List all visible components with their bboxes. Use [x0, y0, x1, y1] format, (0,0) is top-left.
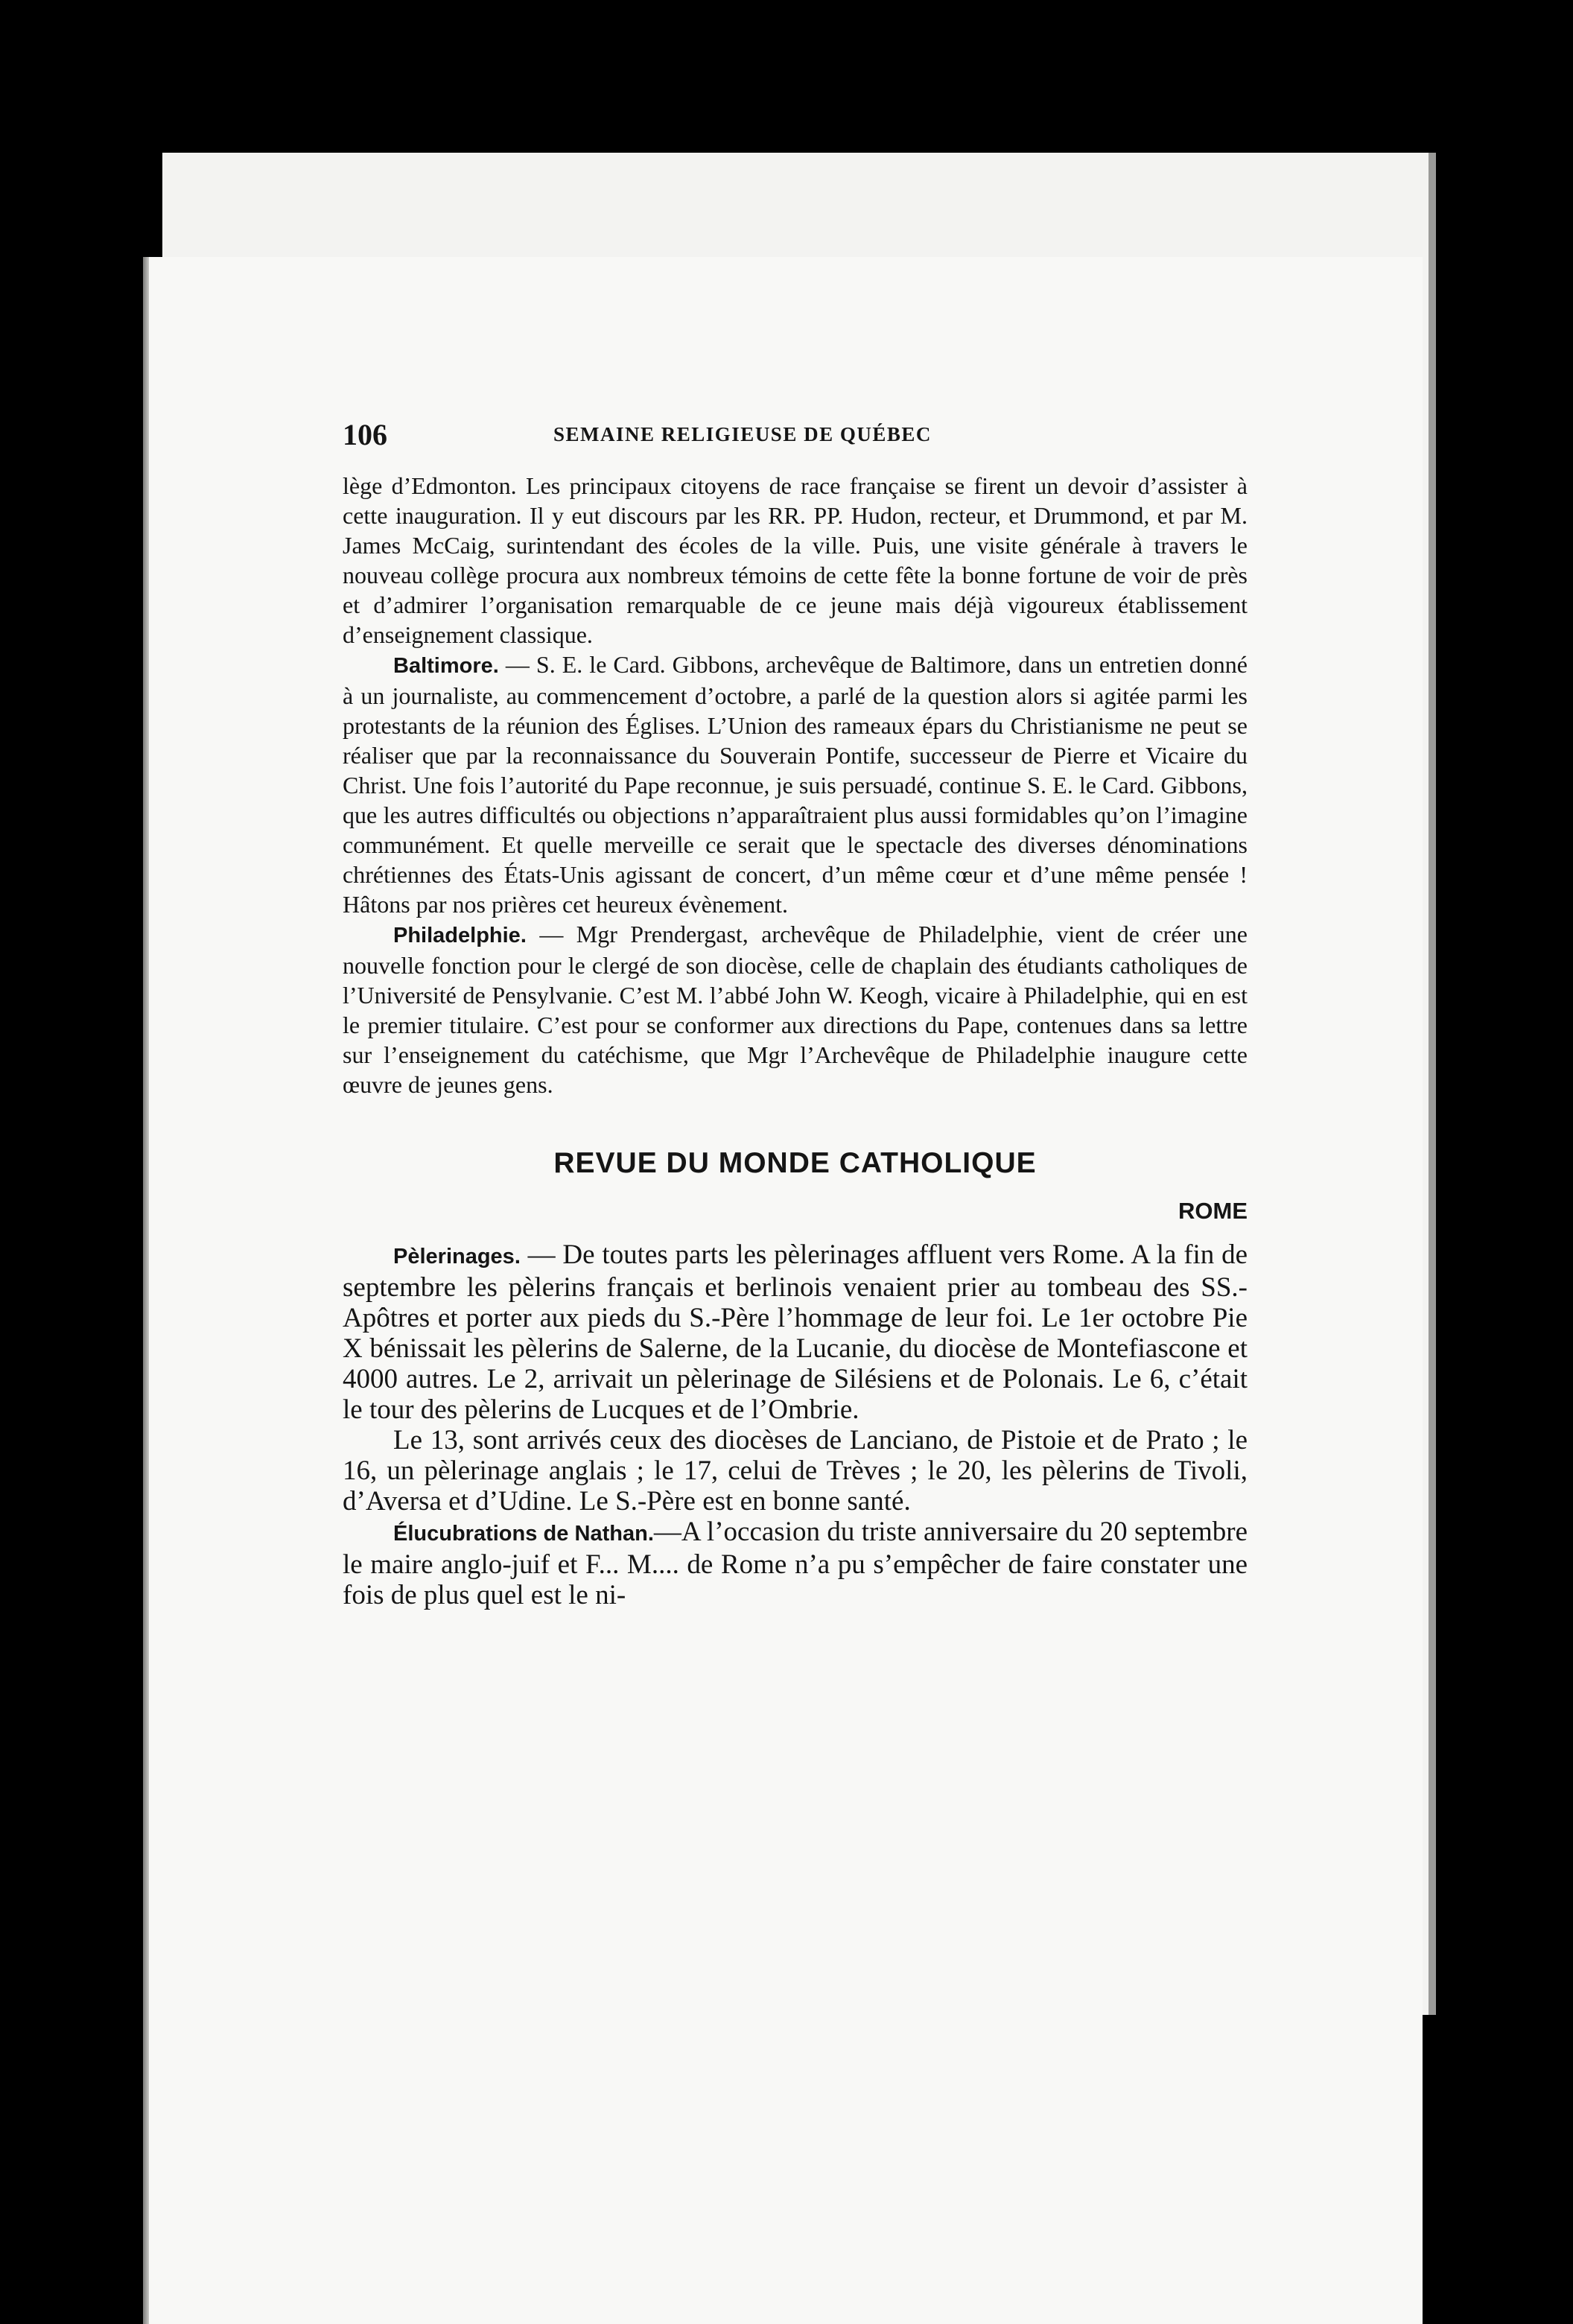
page-content [343, 417, 1248, 1610]
running-title: SEMAINE RELIGIEUSE DE QUÉBEC [553, 423, 932, 445]
paragraph-lead: Pèlerinages. [393, 1245, 521, 1269]
paragraph-lead: Baltimore. [393, 654, 499, 678]
running-head [343, 417, 1248, 454]
paragraph-pelerinages [343, 1239, 1248, 1425]
paragraph-edmonton: lège d’Edmonton. Les principaux citoyens de race française se firent un devoir d’assister à cette inauguration. Il y eut discours par les RR. PP. Hudon, recteur, et Drummond, et par M. James McCaig, surintendant des écoles de la ville. Puis, une visite générale à travers le nouveau collège procura aux nombreux témoins de cette fête la bonne fortune de voir de près et d’admirer l’organisation remarquable de ce jeune mais déjà vigoureux établissement d’enseignement classique. [343, 472, 1248, 648]
subsection-title: ROME [1178, 1198, 1248, 1224]
paragraph-nathan [343, 1517, 1248, 1610]
paragraph-text: —A l’occasion du triste anniversaire du 20 septembre le maire anglo-juif et F... M.... de Rome n’a pu s’empêcher de faire constater une fois de plus quel est le ni- [343, 1517, 1248, 1610]
section-title: REVUE DU MONDE CATHOLIQUE [553, 1147, 1037, 1179]
paragraph-lead: Élucubrations de Nathan. [393, 1522, 654, 1546]
paragraph-text: — S. E. le Card. Gibbons, archevêque de Baltimore, dans un entretien donné à un journaliste, au commencement d’octobre, a parlé de la question alors si agitée parmi les protestants de la réunion des Églises. L’Union des rameaux épars du Christianisme ne peut se réaliser que par la reconnaissance du Souverain Pontife, successeur de Pierre et Vicaire du Christ. Une fois l’autorité du Pape reconnue, je suis persuadé, continue S. E. le Card. Gibbons, que les autres difficultés ou objections n’apparaîtraient plus aussi formidables qu’on l’imagine communément. Et quelle merveille ce serait que le spectacle des diverses dénominations chrétiennes des États-Unis agissant de concert, d’un même cœur et d’une même pensée ! Hâtons par nos prières cet heureux évènement. [343, 651, 1248, 918]
paragraph-philadelphie [343, 919, 1248, 1099]
paragraph-baltimore [343, 650, 1248, 919]
page-number: 106 [343, 418, 387, 451]
paragraph-text: — Mgr Prendergast, archevêque de Philadelphie, vient de créer une nouvelle fonction pour le clergé de son diocèse, celle de chaplain des étudiants catholiques de l’Université de Pensylvanie. C’est M. l’abbé John W. Keogh, vicaire à Philadelphie, qui en est le premier titulaire. C’est pour se conformer aux directions du Pape, contenues dans sa lettre sur l’enseignement du catéchisme, que Mgr l’Archevêque de Philadelphie inaugure cette œuvre de jeunes gens. [343, 921, 1248, 1098]
paragraph-lead: Philadelphie. [393, 924, 527, 947]
paragraph-text: — De toutes parts les pèlerinages affluent vers Rome. A la fin de septembre les pèlerins français et berlinois venaient prier au tombeau des SS.-Apôtres et porter aux pieds du S.-Père l’hommage de leur foi. Le 1er octobre Pie X bénissait les pèlerins de Salerne, de la Lucanie, du diocèse de Montefiascone et 4000 autres. Le 2, arrivait un pèlerinage de Silésiens et de Polonais. Le 6, c’était le tour des pèlerins de Lucques et de l’Ombrie. [343, 1239, 1248, 1425]
paragraph-arrivals: Le 13, sont arrivés ceux des diocèses de Lanciano, de Pistoie et de Prato ; le 16, un pèlerinage anglais ; le 17, celui de Trèves ; le 20, les pèlerins de Tivoli, d’Aversa et d’Udine. Le S.-Père est en bonne santé. [343, 1425, 1248, 1517]
